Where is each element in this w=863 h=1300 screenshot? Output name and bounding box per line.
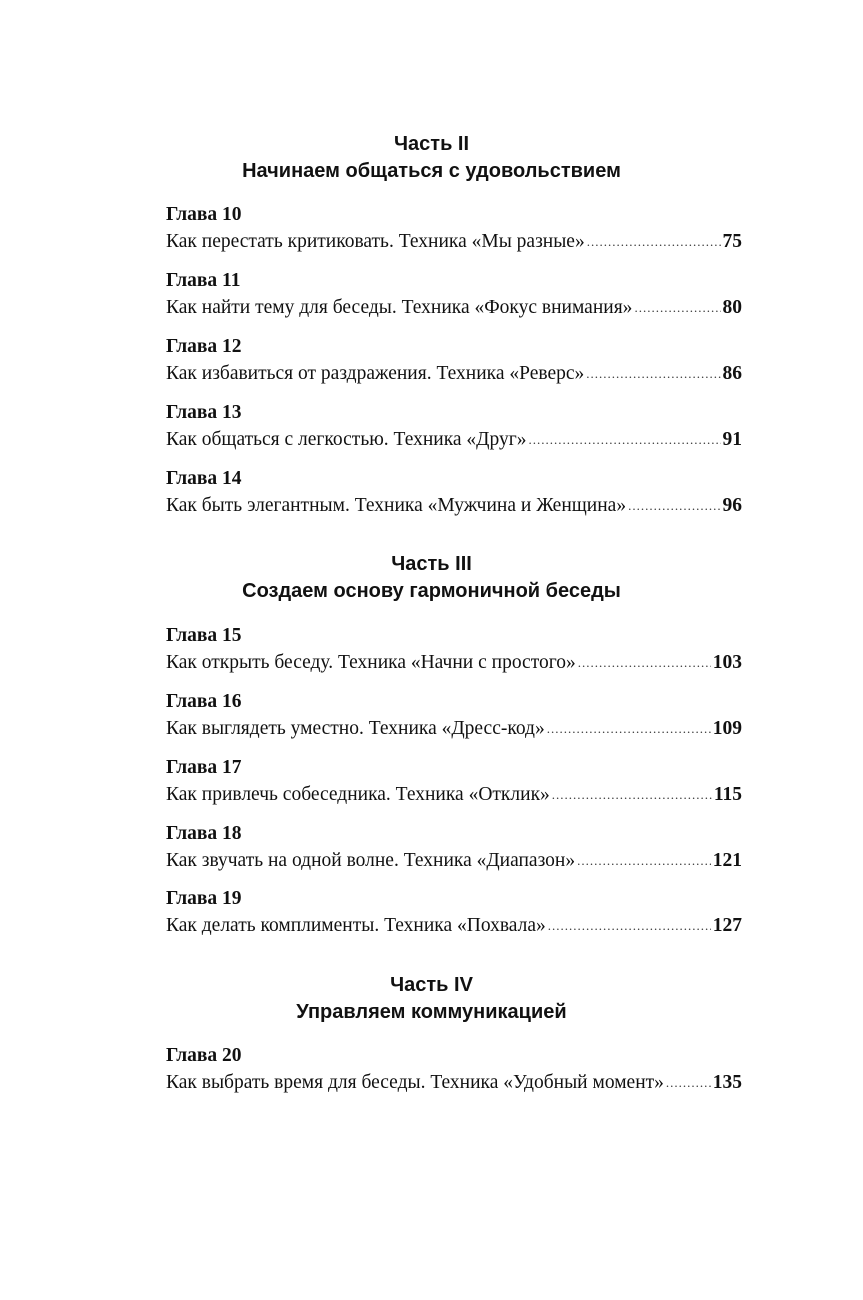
chapter-label: Глава 20	[166, 1045, 242, 1066]
part-heading	[0, 972, 863, 1026]
chapter-title: Как привлечь собеседника. Техника «Отклик»	[166, 784, 550, 805]
chapter-title: Как делать комплименты. Техника «Похвала»	[166, 915, 546, 936]
chapter-title: Как звучать на одной волне. Техника «Диапазон»	[166, 850, 576, 871]
page-number: 75	[722, 231, 742, 252]
chapter-label: Глава 13	[166, 402, 242, 423]
chapter-label: Глава 14	[166, 468, 242, 489]
part-title: Создаем основу гармоничной беседы	[242, 580, 621, 602]
toc-entry[interactable]	[166, 688, 742, 743]
chapter-title: Как найти тему для беседы. Техника «Фокус внимания»	[166, 297, 633, 318]
chapter-label: Глава 18	[166, 823, 242, 844]
page-number: 109	[712, 718, 742, 739]
chapter-label: Глава 11	[166, 270, 241, 291]
toc-entry[interactable]	[166, 885, 742, 940]
chapter-label: Глава 12	[166, 336, 242, 357]
part-title: Начинаем общаться с удовольствием	[242, 160, 621, 182]
dot-leader	[547, 715, 711, 742]
page-number: 115	[713, 784, 742, 805]
toc-entry[interactable]	[166, 333, 742, 388]
chapter-label: Глава 19	[166, 888, 242, 909]
dot-leader	[528, 426, 720, 453]
toc-entry[interactable]	[166, 399, 742, 454]
chapter-title: Как избавиться от раздражения. Техника «Реверс»	[166, 363, 585, 384]
page-number: 80	[722, 297, 742, 318]
page-number: 127	[712, 915, 742, 936]
part-heading	[0, 131, 863, 185]
toc-entry[interactable]	[166, 201, 742, 256]
chapter-title: Как выглядеть уместно. Техника «Дресс-код»	[166, 718, 545, 739]
toc-entry[interactable]	[166, 622, 742, 677]
dot-leader	[628, 492, 720, 519]
toc-entry[interactable]	[166, 267, 742, 322]
page-number: 91	[722, 429, 742, 450]
chapter-title: Как перестать критиковать. Техника «Мы разные»	[166, 231, 585, 252]
chapter-label: Глава 16	[166, 691, 242, 712]
dot-leader	[666, 1069, 711, 1096]
dot-leader	[634, 294, 720, 321]
toc-entry[interactable]	[166, 820, 742, 875]
chapter-title: Как быть элегантным. Техника «Мужчина и Женщина»	[166, 495, 627, 516]
toc-entry[interactable]	[166, 465, 742, 520]
chapter-label: Глава 10	[166, 204, 242, 225]
dot-leader	[548, 912, 711, 939]
chapter-title: Как общаться с легкостью. Техника «Друг»	[166, 429, 527, 450]
part-heading	[0, 551, 863, 605]
page-number: 96	[722, 495, 742, 516]
page-number: 103	[712, 652, 742, 673]
part-label: Часть IV	[390, 974, 473, 996]
dot-leader	[578, 649, 711, 676]
part-label: Часть II	[393, 133, 470, 155]
page-number: 86	[722, 363, 742, 384]
dot-leader	[577, 847, 711, 874]
toc-entry[interactable]	[166, 754, 742, 809]
chapter-title: Как открыть беседу. Техника «Начни с простого»	[166, 652, 576, 673]
dot-leader	[587, 228, 721, 255]
chapter-label: Глава 15	[166, 625, 242, 646]
page-number: 135	[712, 1072, 742, 1093]
toc-entry[interactable]	[166, 1042, 742, 1097]
chapter-title: Как выбрать время для беседы. Техника «Удобный момент»	[166, 1072, 664, 1093]
page-number: 121	[712, 850, 742, 871]
dot-leader	[552, 781, 712, 808]
chapter-label: Глава 17	[166, 757, 242, 778]
dot-leader	[586, 360, 720, 387]
part-title: Управляем коммуникацией	[296, 1001, 567, 1023]
part-label: Часть III	[391, 553, 472, 575]
